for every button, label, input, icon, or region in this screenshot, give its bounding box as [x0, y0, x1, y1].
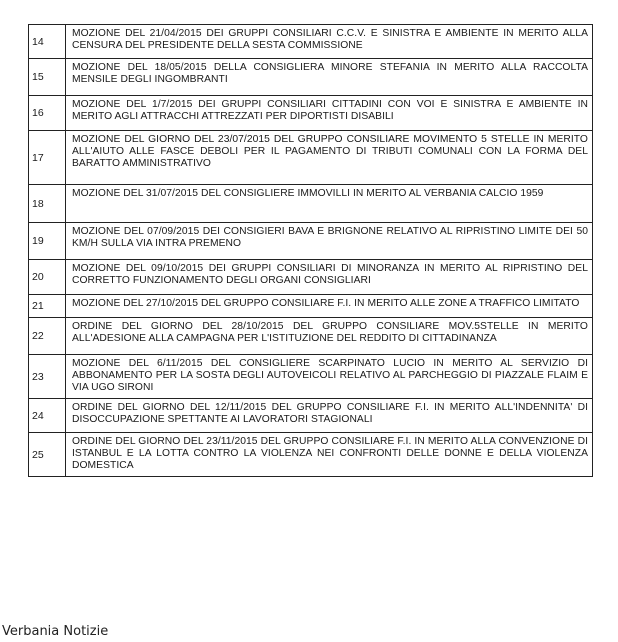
- row-number: 15: [29, 59, 66, 96]
- row-number: 19: [29, 223, 66, 260]
- row-text: MOZIONE DEL 31/07/2015 DEL CONSIGLIERE IMMOVILLI IN MERITO AL VERBANIA CALCIO 1959: [66, 185, 593, 223]
- row-text: MOZIONE DEL 09/10/2015 DEI GRUPPI CONSILIARI DI MINORANZA IN MERITO AL RIPRISTINO DEL CORRETTO FUNZIONAMENTO DEGLI ORGANI CONSIGLIARI: [66, 260, 593, 295]
- table-row: [29, 131, 593, 185]
- table-row: [29, 96, 593, 131]
- table-row: [29, 318, 593, 355]
- row-text: MOZIONE DEL 27/10/2015 DEL GRUPPO CONSILIARE F.I. IN MERITO ALLE ZONE A TRAFFICO LIMITATO: [66, 295, 593, 318]
- table-row: [29, 59, 593, 96]
- row-number: 23: [29, 355, 66, 399]
- table-row: [29, 185, 593, 223]
- table-row: [29, 223, 593, 260]
- row-text: MOZIONE DEL GIORNO DEL 23/07/2015 DEL GRUPPO CONSILIARE MOVIMENTO 5 STELLE IN MERITO ALL'AIUTO ALLE FASCE DEBOLI PER IL PAGAMENTO DI TRIBUTI COMUNALI CON LA FORMA DEL BARATTO AMMINISTRATIVO: [66, 131, 593, 185]
- row-number: 14: [29, 25, 66, 59]
- row-number: 20: [29, 260, 66, 295]
- table-row: [29, 295, 593, 318]
- row-text: ORDINE DEL GIORNO DEL 28/10/2015 DEL GRUPPO CONSILIARE MOV.5STELLE IN MERITO ALL'ADESIONE ALLA CAMPAGNA PER L'ISTITUZIONE DEL REDDITO DI CITTADINANZA: [66, 318, 593, 355]
- row-text: MOZIONE DEL 1/7/2015 DEI GRUPPI CONSILIARI CITTADINI CON VOI E SINISTRA E AMBIENTE IN MERITO AGLI ATTRACCHI ATTREZZATI PER DIPORTISTI DISABILI: [66, 96, 593, 131]
- row-text: MOZIONE DEL 6/11/2015 DEL CONSIGLIERE SCARPINATO LUCIO IN MERITO AL SERVIZIO DI ABBONAMENTO PER LA SOSTA DEGLI AUTOVEICOLI RELATIVO AL PARCHEGGIO DI PIAZZALE FLAIM E VIA UGO SIRONI: [66, 355, 593, 399]
- table-row: [29, 355, 593, 399]
- row-number: 18: [29, 185, 66, 223]
- row-number: 16: [29, 96, 66, 131]
- row-text: ORDINE DEL GIORNO DEL 23/11/2015 DEL GRUPPO CONSILIARE F.I. IN MERITO ALLA CONVENZIONE DI ISTANBUL E LA LOTTA CONTRO LA VIOLENZA NEI CONFRONTI DELLE DONNE E DELLA VIOLENZA DOMESTICA: [66, 433, 593, 477]
- table-row: [29, 433, 593, 477]
- row-text: ORDINE DEL GIORNO DEL 12/11/2015 DEL GRUPPO CONSILIARE F.I. IN MERITO ALL'INDENNITA' DI DISOCCUPAZIONE SPETTANTE AI LAVORATORI STAGIONALI: [66, 399, 593, 433]
- row-number: 24: [29, 399, 66, 433]
- table-row: [29, 399, 593, 433]
- watermark-text: Verbania Notizie: [2, 624, 109, 639]
- row-text: MOZIONE DEL 18/05/2015 DELLA CONSIGLIERA MINORE STEFANIA IN MERITO ALLA RACCOLTA MENSILE DEGLI INGOMBRANTI: [66, 59, 593, 96]
- motions-table: [28, 24, 593, 477]
- row-text: MOZIONE DEL 07/09/2015 DEI CONSIGIERI BAVA E BRIGNONE RELATIVO AL RIPRISTINO LIMITE DEI 50 KM/H SULLA VIA INTRA PREMENO: [66, 223, 593, 260]
- table-row: [29, 25, 593, 59]
- table-row: [29, 260, 593, 295]
- row-number: 22: [29, 318, 66, 355]
- row-text: MOZIONE DEL 21/04/2015 DEI GRUPPI CONSILIARI C.C.V. E SINISTRA E AMBIENTE IN MERITO ALLA CENSURA DEL PRESIDENTE DELLA SESTA COMMISSIONE: [66, 25, 593, 59]
- row-number: 25: [29, 433, 66, 477]
- motions-table-body: [29, 25, 593, 477]
- row-number: 17: [29, 131, 66, 185]
- row-number: 21: [29, 295, 66, 318]
